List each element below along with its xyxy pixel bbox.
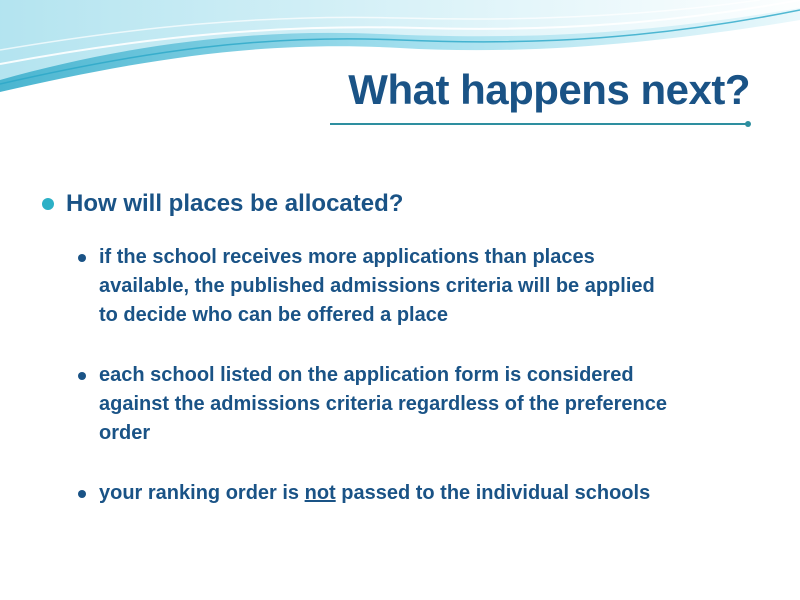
sub-bullet-line — [99, 479, 778, 508]
sub-bullet-text-before: your ranking order is — [99, 482, 305, 504]
sub-bullet-line: against the admissions criteria regardless of the preference — [99, 393, 667, 415]
bullet-dot-icon — [42, 198, 54, 210]
sub-bullet-dot-icon — [78, 372, 86, 380]
sub-bullet-item — [78, 361, 778, 448]
sub-bullet-item — [78, 479, 778, 508]
sub-bullet-item — [78, 243, 778, 330]
sub-bullet-list — [78, 243, 778, 539]
sub-bullet-line: if the school receives more applications than places — [99, 246, 595, 268]
sub-bullet-dot-icon — [78, 490, 86, 498]
title-rule-end-dot — [745, 121, 751, 127]
sub-bullet-line: available, the published admissions criteria will be applied — [99, 275, 655, 297]
main-bullet-text: How will places be allocated? — [66, 190, 404, 217]
slide-title: What happens next? — [348, 66, 750, 113]
sub-bullet-emphasis: not — [304, 482, 336, 504]
title-underline-rule — [330, 123, 748, 125]
sub-bullet-line: order — [99, 422, 151, 444]
sub-bullet-line: to decide who can be offered a place — [99, 304, 448, 326]
sub-bullet-text-after: passed to the individual schools — [335, 482, 651, 504]
main-bullet — [42, 190, 403, 218]
sub-bullet-line: each school listed on the application form is considered — [99, 364, 634, 386]
sub-bullet-dot-icon — [78, 254, 86, 262]
